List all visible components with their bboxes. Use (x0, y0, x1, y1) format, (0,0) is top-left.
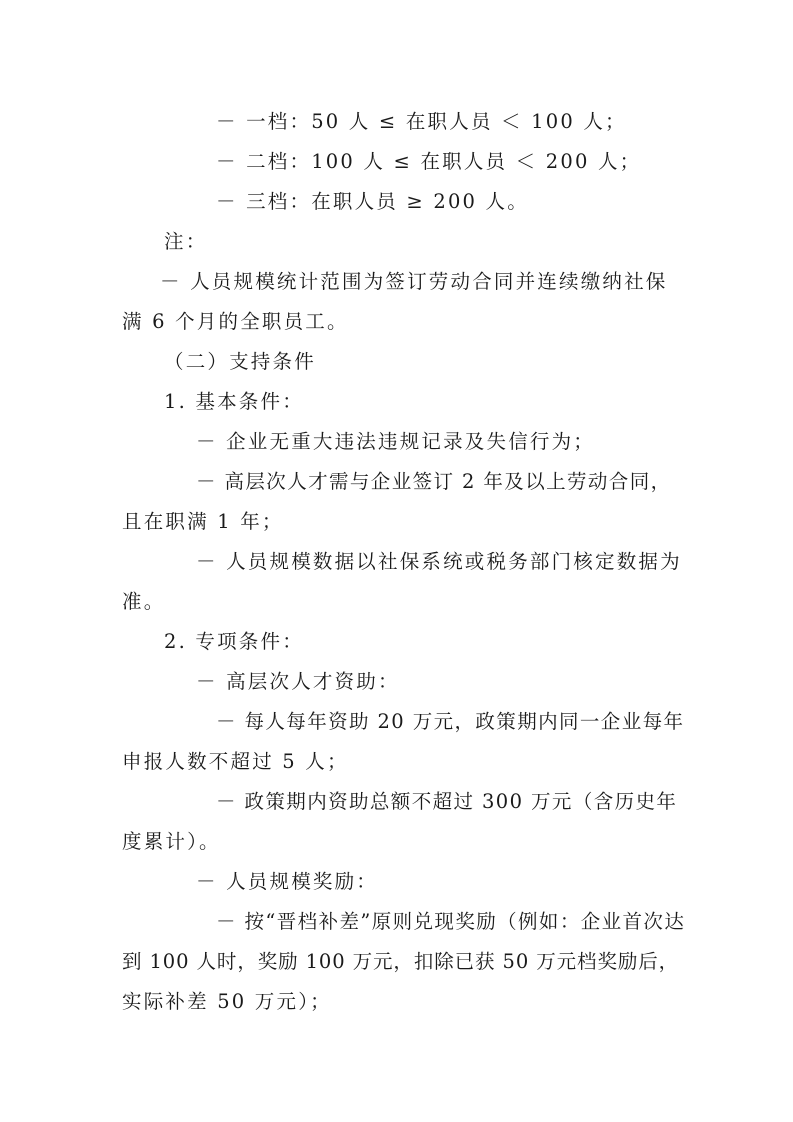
talent-funding-item-1: － 每人每年资助 20 万元，政策期内同一企业每年 (216, 710, 685, 733)
tier-one-line: － 一档：50 人 ≤ 在职人员 ＜ 100 人； (216, 110, 627, 133)
scale-award-item-1: － 按“晋档补差”原则兑现奖励（例如：企业首次达 (216, 910, 686, 933)
note-line-2: 满 6 个月的全职员工。 (122, 310, 349, 333)
basic-condition-1: － 企业无重大违法违规记录及失信行为； (196, 430, 595, 453)
talent-funding-item-2-cont: 度累计）。 (122, 830, 221, 853)
note-heading: 注： (164, 230, 208, 253)
note-line-1: － 人员规模统计范围为签订劳动合同并连续缴纳社保 (160, 270, 668, 293)
basic-condition-3: － 人员规模数据以社保系统或税务部门核定数据为 (196, 550, 682, 573)
talent-funding-item-2: － 政策期内资助总额不超过 300 万元（含历史年 (216, 790, 678, 813)
basic-condition-3-cont: 准。 (122, 590, 166, 613)
talent-funding-heading: － 高层次人才资助： (196, 670, 400, 693)
scale-award-item-1-end: 实际补差 50 万元）； (122, 990, 332, 1013)
talent-funding-item-1-cont: 申报人数不超过 5 人； (122, 750, 349, 773)
section-heading-support-conditions: （二）支持条件 (164, 350, 316, 373)
scale-award-heading: － 人员规模奖励： (196, 870, 378, 893)
tier-three-line: － 三档：在职人员 ≥ 200 人。 (216, 190, 529, 213)
tier-two-line: － 二档：100 人 ≤ 在职人员 ＜ 200 人； (216, 150, 642, 173)
basic-condition-2: － 高层次人才需与企业签订 2 年及以上劳动合同， (196, 470, 672, 493)
special-conditions-heading: 2. 专项条件： (164, 630, 304, 653)
basic-conditions-heading: 1. 基本条件： (164, 390, 304, 413)
basic-condition-2-cont: 且在职满 1 年； (122, 510, 284, 533)
scale-award-item-1-cont: 到 100 人时，奖励 100 万元，扣除已获 50 万元档奖励后， (122, 950, 680, 973)
